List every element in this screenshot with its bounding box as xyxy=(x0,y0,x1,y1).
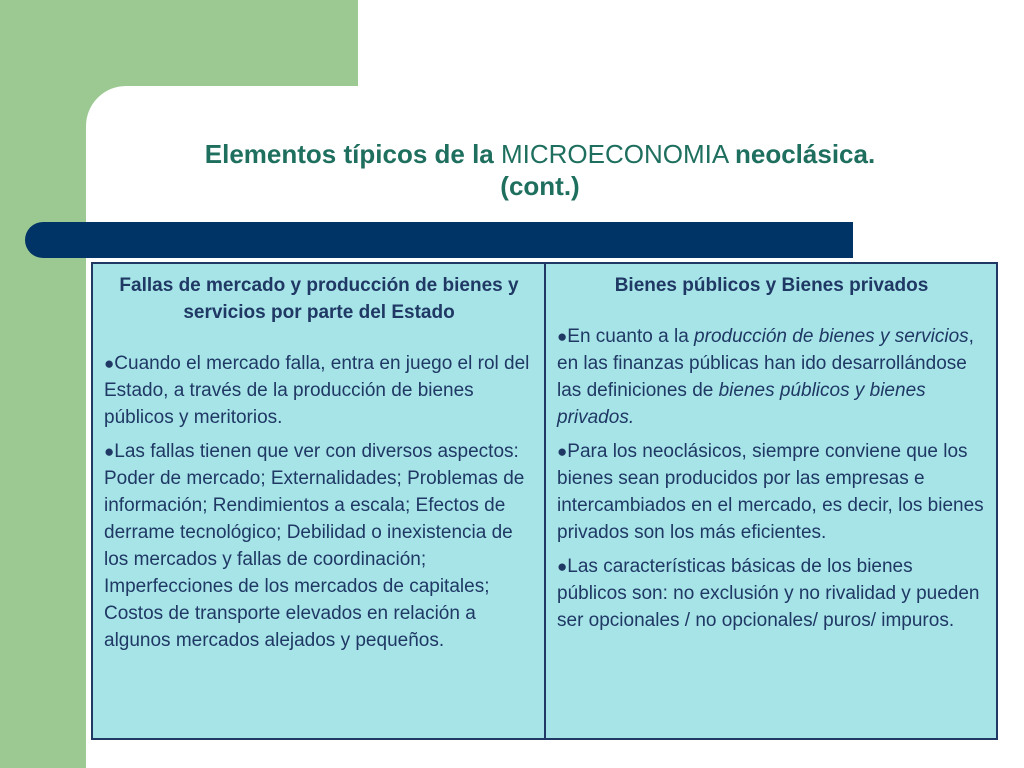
right-paragraph-1-b: producción de bienes y servicios xyxy=(694,326,969,347)
left-paragraph-1 xyxy=(104,350,534,431)
left-paragraph-1-text: Cuando el mercado falla, entra en juego el rol del Estado, a través de la producción de bienes públicos y meritorios. xyxy=(104,353,530,428)
bullet-icon: ● xyxy=(104,354,115,373)
left-column-header: Fallas de mercado y producción de bienes y servicios por parte del Estado xyxy=(119,275,519,323)
left-paragraph-2 xyxy=(104,438,534,654)
right-paragraph-1-a: En cuanto a la xyxy=(567,326,695,347)
title-line2: (cont.) xyxy=(500,171,580,201)
title-part3: neoclásica. xyxy=(735,139,876,169)
content-table xyxy=(91,262,998,740)
left-column xyxy=(93,264,546,738)
bullet-icon: ● xyxy=(104,442,115,461)
right-paragraph-2-text: Para los neoclásicos, siempre conviene que los bienes sean producidos por las empresas e intercambiados en el mercado, es decir, los bienes privados son los más eficientes. xyxy=(557,441,984,543)
green-left-strip xyxy=(0,0,86,768)
bullet-icon: ● xyxy=(557,327,568,346)
title-divider-bar xyxy=(25,222,853,258)
title-part1: Elementos típicos de la xyxy=(204,139,501,169)
slide-title xyxy=(120,138,960,202)
right-paragraph-1-c: , en las finanzas públicas han ido desarrollándose las definiciones de xyxy=(557,326,974,401)
bullet-icon: ● xyxy=(557,442,568,461)
right-column-header: Bienes públicos y Bienes privados xyxy=(614,275,929,296)
right-paragraph-3 xyxy=(557,553,986,634)
right-column xyxy=(546,264,996,738)
right-paragraph-1 xyxy=(557,323,986,431)
title-part2: MICROECONOMIA xyxy=(500,139,735,169)
bullet-icon: ● xyxy=(557,557,568,576)
right-paragraph-3-text: Las características básicas de los bienes públicos son: no exclusión y no rivalidad y pueden ser opcionales / no opcionales/ puros/ impuros. xyxy=(557,556,980,631)
right-paragraph-1-d: bienes públicos y bienes privados. xyxy=(557,380,926,428)
left-paragraph-2-text: Las fallas tienen que ver con diversos aspectos: Poder de mercado; Externalidades; Problemas de información; Rendimientos a escala; Efectos de derrame tecnológico; Debilidad o inexistencia de los mercados y fallas de coordinación; Imperfecciones de los mercados de capitales; Costos de transporte elevados en relación a algunos mercados alejados y pequeños. xyxy=(104,441,525,651)
right-paragraph-2 xyxy=(557,438,986,546)
